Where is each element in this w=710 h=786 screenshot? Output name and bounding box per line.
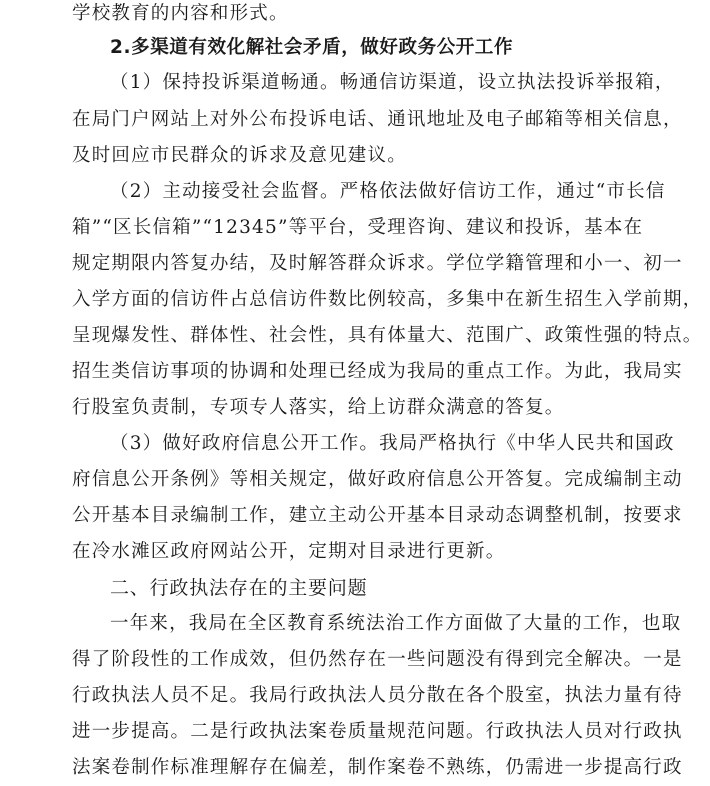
subheading: 2.多渠道有效化解社会矛盾，做好政务公开工作 [110,37,514,58]
paragraph-line: 在冷水滩区政府网站公开，定期对目录进行更新。 [72,541,506,562]
paragraph-line: 呈现爆发性、群体性、社会性，具有体量大、范围广、政策性强的特点。 [72,325,703,346]
paragraph-line: （3）做好政府信息公开工作。我局严格执行《中华人民共和国政 [110,433,675,454]
paragraph-line: 招生类信访事项的协调和处理已经成为我局的重点工作。为此，我局实 [72,361,683,382]
paragraph-line: 府信息公开条例》等相关规定，做好政府信息公开答复。完成编制主动 [72,469,683,490]
section-heading: 二、行政执法存在的主要问题 [110,577,368,599]
paragraph-line: 规定期限内答复办结，及时解答群众诉求。学位学籍管理和小一、初一 [72,253,683,274]
paragraph-line: 公开基本目录编制工作，建立主动公开基本目录动态调整机制，按要求 [72,505,683,526]
paragraph-line: 行政执法人员不足。我局行政执法人员分散在各个股室，执法力量有待 [72,685,683,706]
paragraph-line: 学校教育的内容和形式。 [72,3,289,24]
paragraph-line: 得了阶段性的工作成效，但仍然存在一些问题没有得到完全解决。一是 [72,649,683,670]
paragraph-line: 在局门户网站上对外公布投诉电话、通讯地址及电子邮箱等相关信息， [72,109,683,130]
paragraph-line: 法案卷制作标准理解存在偏差，制作案卷不熟练，仍需进一步提高行政 [72,757,683,778]
paragraph-line: 入学方面的信访件占总信访件数比例较高，多集中在新生招生入学前期， [72,289,703,310]
paragraph-line: 进一步提高。二是行政执法案卷质量规范问题。行政执法人员对行政执 [72,721,683,742]
paragraph-line: （1）保持投诉渠道畅通。畅通信访渠道，设立执法投诉举报箱， [110,72,675,93]
paragraph-line: 行股室负责制，专项专人落实，给上访群众满意的答复。 [72,397,565,418]
paragraph-line: （2）主动接受社会监督。严格依法做好信访工作，通过“市长信 [110,181,666,202]
paragraph-line: 及时回应市民群众的诉求及意见建议。 [72,145,407,166]
paragraph-line: 箱”“区长信箱”“12345”等平台，受理咨询、建议和投诉，基本在 [72,217,644,238]
paragraph-line: 一年来，我局在全区教育系统法治工作方面做了大量的工作，也取 [110,613,682,634]
